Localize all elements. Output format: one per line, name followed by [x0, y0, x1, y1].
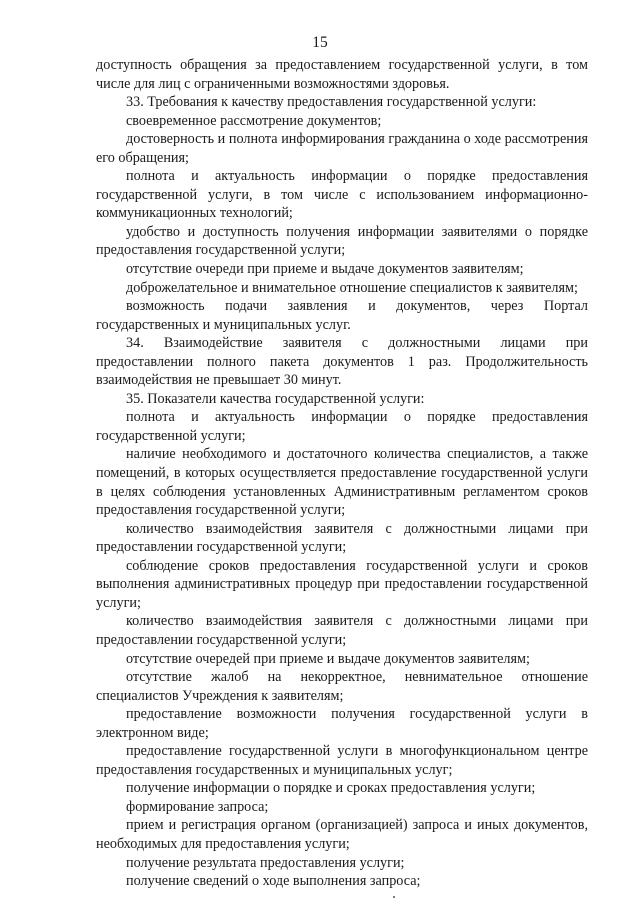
paragraph-electronic-form: предоставление возможности получения государственной услуги в электронном виде; — [96, 706, 588, 741]
paragraph-friendly-attitude: доброжелательное и внимательное отношение специалистов к заявителям; — [126, 279, 578, 296]
scan-speck — [393, 896, 395, 898]
paragraph-result: получение результата предоставления услуги; — [126, 854, 405, 871]
paragraph-deadlines: соблюдение сроков предоставления государственной услуги и сроков выполнения административных процедур при предоставлении государственной услуги; — [96, 557, 588, 611]
paragraph-mfc: предоставление государственной услуги в многофункциональном центре предоставления государственных и муниципальных услуг; — [96, 743, 588, 778]
document-body — [96, 56, 588, 891]
paragraph-info-actuality: полнота и актуальность информации о порядке предоставления государственной услуги; — [96, 409, 588, 444]
paragraph-reliability: достоверность и полнота информирования гражданина о ходе рассмотрения его обращения; — [96, 131, 588, 166]
paragraph-accessibility: доступность обращения за предоставлением государственной услуги, в том числе для лиц с ограниченными возможностями здоровья. — [96, 57, 588, 92]
paragraph-interaction-count-1: количество взаимодействия заявителя с должностными лицами при предоставлении государственной услуги; — [96, 520, 588, 556]
page-number: 15 — [312, 34, 328, 51]
paragraph-no-queues: отсутствие очередей при приеме и выдаче документов заявителям; — [126, 650, 530, 667]
paragraph-info-completeness: полнота и актуальность информации о порядке предоставления государственной услуги, в том числе с использованием информационно-коммуникационных технологий; — [96, 168, 588, 222]
paragraph-timely-review: своевременное рассмотрение документов; — [126, 112, 382, 129]
paragraph-specialists-premises: наличие необходимого и достаточного количества специалистов, а также помещений, в которых осуществляется предоставление государственной услуги в целях соблюдения установленных Административным регламентом сроков предоставления государственной услуги; — [96, 446, 588, 519]
paragraph-no-queue: отсутствие очереди при приеме и выдаче документов заявителям; — [126, 261, 524, 278]
paragraph-34-interaction: 34. Взаимодействие заявителя с должностными лицами при предоставлении полного пакета документов 1 раз. Продолжительность взаимодействия не превышает 30 минут. — [96, 335, 588, 389]
paragraph-no-complaints: отсутствие жалоб на некорректное, невнимательное отношение специалистов Учреждения к заявителям; — [96, 669, 588, 704]
paragraph-portal-submission: возможность подачи заявления и документов, через Портал государственных и муниципальных услуг. — [96, 298, 588, 333]
paragraph-35-heading: 35. Показатели качества государственной услуги: — [126, 390, 425, 407]
paragraph-request-registration: прием и регистрация органом (организацией) запроса и иных документов, необходимых для предоставления услуги; — [96, 817, 588, 852]
paragraph-info-order: получение информации о порядке и сроках предоставления услуги; — [126, 780, 536, 797]
paragraph-interaction-count-2: количество взаимодействия заявителя с должностными лицами при предоставлении государственной услуги; — [96, 613, 588, 648]
paragraph-33-heading: 33. Требования к качеству предоставления государственной услуги: — [126, 94, 537, 111]
paragraph-request-status: получение сведений о ходе выполнения запроса; — [126, 873, 421, 890]
paragraph-request-formation: формирование запроса; — [126, 798, 269, 815]
paragraph-convenience: удобство и доступность получения информации заявителями о порядке предоставления государственной услуги; — [96, 223, 588, 259]
